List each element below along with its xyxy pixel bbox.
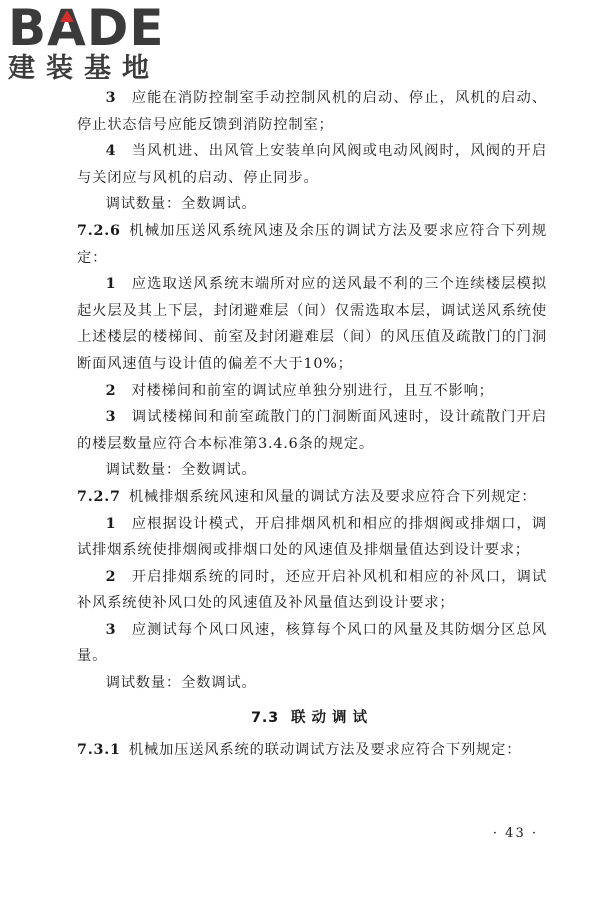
logo-letter-a-text: A xyxy=(47,0,87,57)
item-text: 应根据设计模式，开启排烟风机和相应的排烟阀或排烟口，调试排烟系统使排烟阀或排烟口处的风速值及排烟量值达到设计要求； xyxy=(77,515,547,559)
item-number: 2 xyxy=(105,382,117,399)
item-paragraph xyxy=(77,564,547,617)
item-text: 调试楼梯间和前室疏散门的门洞断面风速时，设计疏散门开启的楼层数量应符合本标准第3.4.6条的规定。 xyxy=(77,409,547,452)
item-paragraph xyxy=(77,404,547,457)
item-text: 应选取送风系统末端所对应的送风最不利的三个连续楼层模拟起火层及其上下层，封闭避难层（间）仅需选取本层，调试送风系统使上述楼层的楼梯间、前室及封闭避难层（间）的风压值及疏散门的门洞断面风速值与设计值的偏差不大于10%； xyxy=(77,276,547,372)
clause-paragraph xyxy=(77,218,547,271)
item-number: 2 xyxy=(105,568,117,585)
logo-triangle-icon xyxy=(60,10,74,22)
item-text: 应能在消防控制室手动控制风机的启动、停止，风机的启动、停止状态信号应能反馈到消防控制室； xyxy=(77,90,547,133)
clause-number: 7.3.1 xyxy=(77,742,121,759)
item-text: 应测试每个风口风速，核算每个风口的风量及其防烟分区总风量。 xyxy=(77,621,547,665)
item-text: 开启排烟系统的同时，还应开启补风机和相应的补风口，调试补风系统使补风口处的风速值及补风量值达到设计要求； xyxy=(77,568,547,612)
item-number: 3 xyxy=(105,621,117,638)
clause-text: 机械加压送风系统风速及余压的调试方法及要求应符合下列规定： xyxy=(77,222,547,266)
item-text: 当风机进、出风管上安装单向风阀或电动风阀时，风阀的开启与关闭应与风机的启动、停止同步。 xyxy=(77,143,547,186)
item-paragraph xyxy=(77,138,547,191)
item-number: 3 xyxy=(105,90,117,106)
logo-letter-a xyxy=(47,0,87,57)
document-body xyxy=(77,85,547,764)
item-text: 对楼梯间和前室的调试应单独分别进行，且互不影响； xyxy=(131,382,494,399)
item-paragraph xyxy=(77,378,547,405)
item-paragraph xyxy=(77,511,547,564)
clause-paragraph xyxy=(77,737,547,764)
plain-paragraph: 调试数量：全数调试。 xyxy=(105,196,257,213)
clause-text: 机械排烟系统风速和风量的调试方法及要求应符合下列规定： xyxy=(128,488,537,505)
logo-subtitle: 建装基地 xyxy=(8,53,160,84)
item-paragraph xyxy=(77,271,547,377)
clause-number: 7.2.7 xyxy=(77,488,121,505)
page-number: · 43 · xyxy=(492,826,538,841)
section-number: 7.3 xyxy=(250,709,280,726)
plain-paragraph: 调试数量：全数调试。 xyxy=(105,462,257,479)
logo-letters-prefix: B xyxy=(8,0,48,57)
item-number: 3 xyxy=(105,409,117,426)
clause-number: 7.2.6 xyxy=(77,222,121,239)
item-number: 1 xyxy=(105,276,117,293)
section-title: 联动调试 xyxy=(291,709,374,726)
brand-logo xyxy=(8,2,178,88)
item-number: 1 xyxy=(105,515,117,532)
item-paragraph xyxy=(77,85,547,138)
item-number: 4 xyxy=(105,143,117,160)
logo-letters-suffix: DE xyxy=(86,0,165,57)
logo-wordmark xyxy=(8,0,178,57)
plain-paragraph: 调试数量：全数调试。 xyxy=(105,675,257,692)
clause-text: 机械加压送风系统的联动调试方法及要求应符合下列规定： xyxy=(128,742,522,759)
item-paragraph xyxy=(77,617,547,670)
clause-paragraph xyxy=(77,484,547,511)
section-heading xyxy=(77,705,547,732)
